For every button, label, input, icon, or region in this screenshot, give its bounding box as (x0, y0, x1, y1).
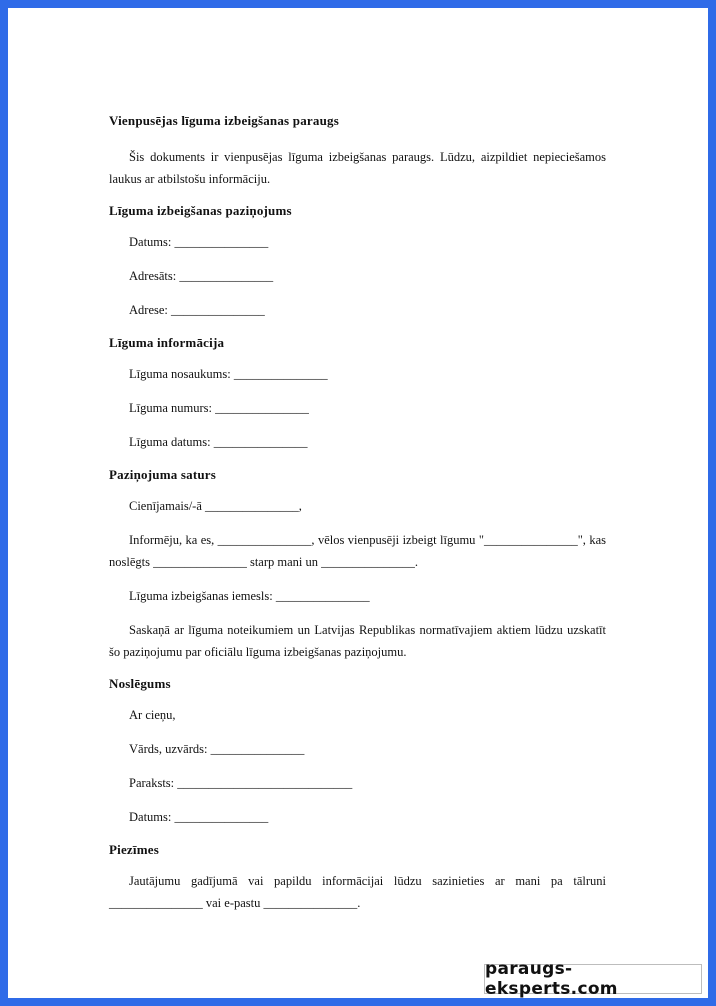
notice-addressee-field: Adresāts: _______________ (129, 269, 274, 283)
intro-paragraph: Šis dokuments ir vienpusējas līguma izbeigšanas paraugs. Lūdzu, aizpildiet nepieciešamos laukus ar atbilstošu informāciju. (109, 150, 606, 186)
notice-body-paragraph: Informēju, ka es, _______________, vēlos vienpusēji izbeigt līgumu "_______________", kas noslēgts _______________ starp mani un _______________. (109, 533, 606, 569)
content-heading: Paziņojuma saturs (109, 467, 217, 482)
salutation-line: Cienījamais/-ā _______________, (129, 499, 302, 513)
notice-heading: Līguma izbeigšanas paziņojums (109, 203, 292, 218)
notes-heading: Piezīmes (109, 842, 159, 857)
closing-name-field: Vārds, uzvārds: _______________ (129, 742, 305, 756)
document-content (109, 112, 606, 914)
contract-name-field: Līguma nosaukums: _______________ (129, 367, 328, 381)
signature-field: Paraksts: ____________________________ (129, 776, 353, 790)
contract-info-heading: Līguma informācija (109, 335, 225, 350)
termination-reason-field: Līguma izbeigšanas iemesls: _______________ (129, 589, 370, 603)
request-paragraph: Saskaņā ar līguma noteikumiem un Latvijas Republikas normatīvajiem aktiem lūdzu uzskatīt šo paziņojumu par oficiālu līguma izbeigšanas paziņojumu. (109, 623, 606, 659)
closing-heading: Noslēgums (109, 676, 171, 691)
notice-date-field: Datums: _______________ (129, 235, 269, 249)
document-page (8, 8, 708, 998)
watermark-label: paraugs-eksperts.com (484, 964, 702, 994)
closing-date-field: Datums: _______________ (129, 810, 269, 824)
notes-paragraph: Jautājumu gadījumā vai papildu informācijai lūdzu sazinieties ar mani pa tālruni _______________ vai e-pastu _______________. (109, 874, 606, 910)
notice-address-field: Adrese: _______________ (129, 303, 265, 317)
contract-date-field: Līguma datums: _______________ (129, 435, 308, 449)
regards-line: Ar cieņu, (129, 708, 176, 722)
document-title: Vienpusējas līguma izbeigšanas paraugs (109, 113, 339, 128)
contract-number-field: Līguma numurs: _______________ (129, 401, 309, 415)
